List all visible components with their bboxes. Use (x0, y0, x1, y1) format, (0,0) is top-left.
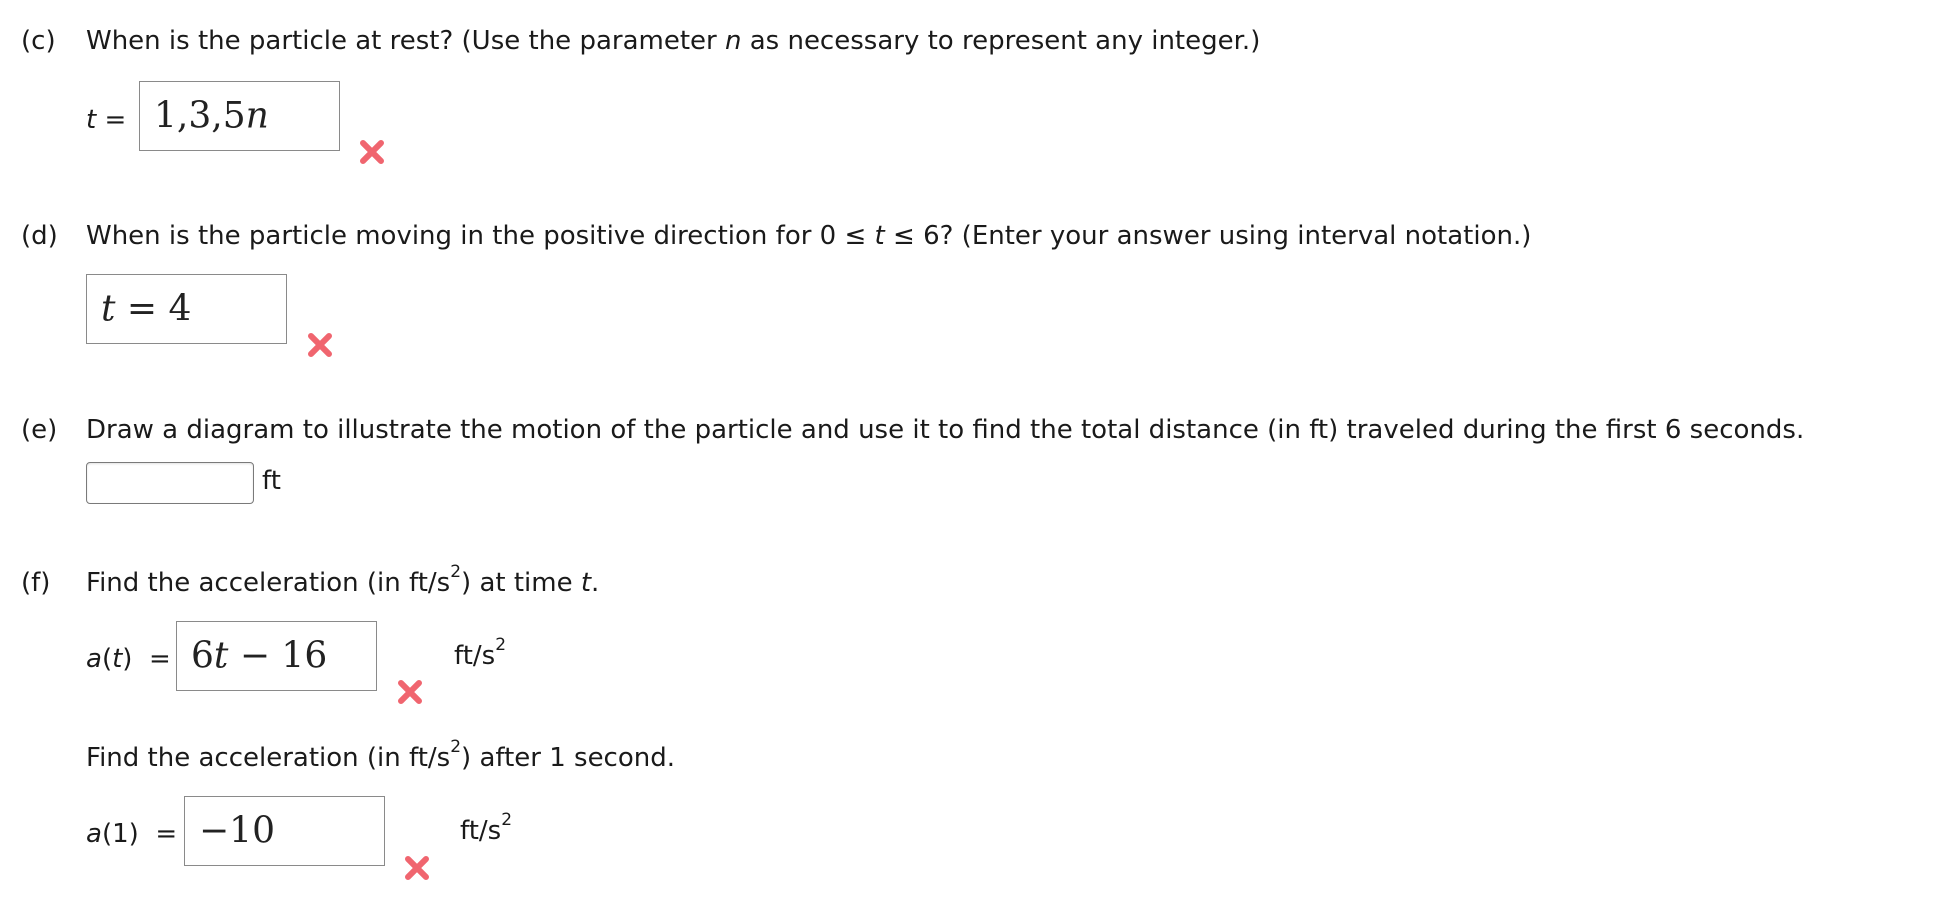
part-c-incorrect-icon (359, 139, 385, 165)
part-e-unit: ft (262, 466, 281, 496)
part-c-answer-field[interactable] (139, 81, 340, 151)
part-f-question-1: Find the acceleration (in $ft/s^2$) at time t. (86, 562, 600, 598)
part-f-incorrect-icon-2 (404, 855, 430, 881)
part-c-label: (c) (21, 26, 56, 56)
part-f-acceleration-1-field[interactable] (184, 796, 385, 866)
part-f-a-1-label: a(1) = (86, 819, 178, 849)
part-c-question: When is the particle at rest? (Use the parameter n as necessary to represent any integer.) (86, 26, 1261, 56)
part-d-answer-field[interactable] (86, 274, 287, 344)
part-f-unit-1: $ft/s^2$ (454, 635, 507, 671)
part-f-label: (f) (21, 568, 51, 598)
part-d-answer-value: t = 4 (101, 288, 192, 330)
part-c-var-label: t = (86, 105, 127, 135)
part-d-label: (d) (21, 221, 58, 251)
part-f-incorrect-icon-1 (397, 679, 423, 705)
part-d-question: When is the particle moving in the positive direction for 0 ≤ t ≤ 6? (Enter your answer using interval notation.) (86, 221, 1532, 251)
part-f-acceleration-field[interactable] (176, 621, 377, 691)
part-f-acceleration-1-value: −10 (199, 810, 275, 852)
part-f-question-2: Find the acceleration (in $ft/s^2$) after 1 second. (86, 737, 676, 773)
part-f-acceleration-value: 6t − 16 (191, 635, 328, 677)
part-d-incorrect-icon (307, 332, 333, 358)
part-c-answer-value: 1,3,5n (154, 95, 269, 137)
part-f-a-t-label: a(t) = (86, 644, 171, 674)
part-e-distance-input[interactable] (86, 462, 254, 504)
part-e-question: Draw a diagram to illustrate the motion of the particle and use it to find the total distance (in ft) traveled during the first 6 seconds. (86, 415, 1805, 445)
part-f-unit-2: $ft/s^2$ (460, 810, 513, 846)
part-e-label: (e) (21, 415, 58, 445)
